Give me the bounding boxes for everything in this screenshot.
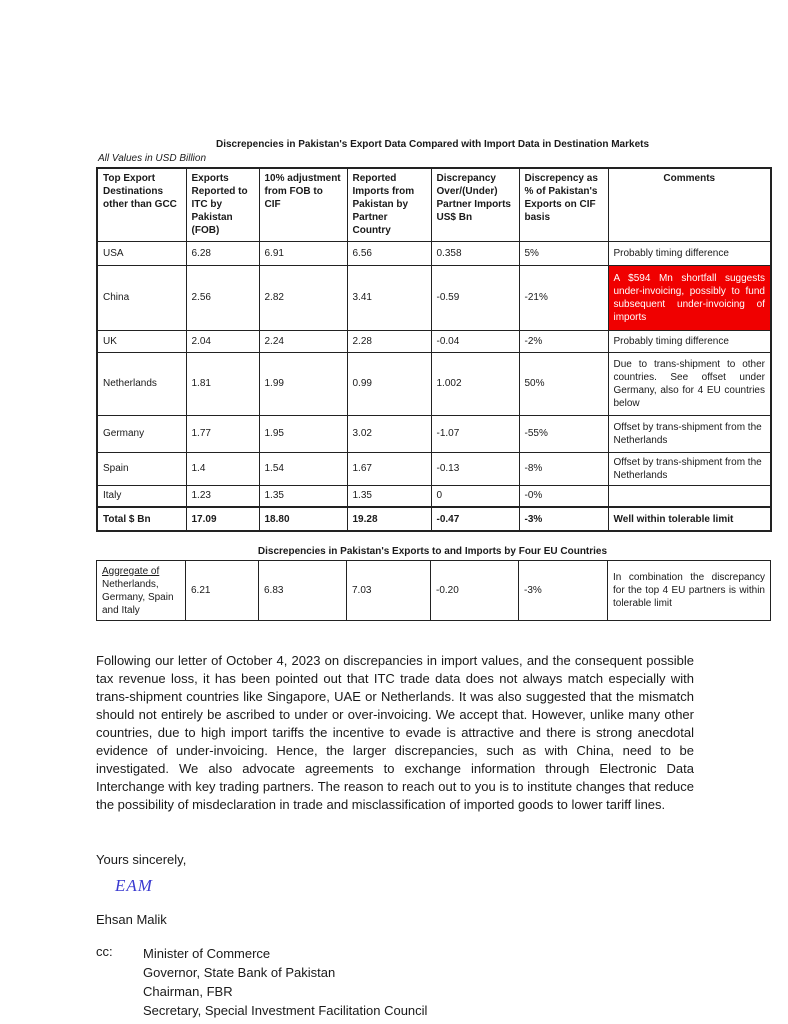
table-cell: 1.35	[259, 485, 347, 507]
table-cell: 0.99	[347, 352, 431, 415]
table-cell: 2.56	[186, 265, 259, 330]
total-cell: 18.80	[259, 507, 347, 531]
table-cell: -3%	[519, 561, 608, 621]
aggregate-label-underlined: Aggregate of	[102, 565, 160, 577]
table-row	[97, 352, 771, 415]
table-cell: 7.03	[347, 561, 431, 621]
signer-name: Ehsan Malik	[96, 912, 167, 927]
table-row	[97, 415, 771, 452]
table-cell: 1.35	[347, 485, 431, 507]
eu-aggregate-table	[96, 560, 771, 621]
table-cell: 2.82	[259, 265, 347, 330]
table-cell: Germany	[97, 415, 186, 452]
comment-cell	[608, 485, 771, 507]
comment-cell: Due to trans-shipment to other countries. See offset under Germany, also for 4 EU countries below	[608, 352, 771, 415]
header-cell: Discrepancy Over/(Under) Partner Imports US$ Bn	[431, 168, 519, 241]
table-cell: 1.99	[259, 352, 347, 415]
header-cell: Discrepency as % of Pakistan's Exports on CIF basis	[519, 168, 608, 241]
table-row	[97, 330, 771, 352]
table-cell: -21%	[519, 265, 608, 330]
cc-label: cc:	[96, 944, 113, 959]
table-row	[97, 561, 771, 621]
table-cell: Italy	[97, 485, 186, 507]
table-cell: 5%	[519, 241, 608, 265]
table-cell: -0.20	[431, 561, 519, 621]
comment-cell: Probably timing difference	[608, 330, 771, 352]
table-cell: 6.56	[347, 241, 431, 265]
table1-header-row	[97, 168, 771, 241]
table-cell: 3.02	[347, 415, 431, 452]
table-row	[97, 265, 771, 330]
closing: Yours sincerely,	[96, 852, 187, 867]
highlighted-comment-cell: A $594 Mn shortfall suggests under-invoicing, possibly to fund subsequent under-invoicing of imports	[608, 265, 771, 330]
table1-title: Discrepencies in Pakistan's Export Data Compared with Import Data in Destination Markets	[215, 139, 650, 150]
table-cell: 1.67	[347, 452, 431, 485]
table-cell: -0.59	[431, 265, 519, 330]
header-cell: 10% adjustment from FOB to CIF	[259, 168, 347, 241]
table-cell: -1.07	[431, 415, 519, 452]
table-cell: 2.04	[186, 330, 259, 352]
table-row	[97, 485, 771, 507]
cc-item: Secretary, Special Investment Facilitation Council	[143, 1003, 428, 1018]
table-cell: -0.13	[431, 452, 519, 485]
cc-item: Minister of Commerce	[143, 946, 271, 961]
comment-cell: Probably timing difference	[608, 241, 771, 265]
cc-item: Chairman, FBR	[143, 984, 233, 999]
total-cell: Total $ Bn	[97, 507, 186, 531]
table-cell: 1.95	[259, 415, 347, 452]
cc-list	[143, 944, 427, 1020]
table-cell: 2.28	[347, 330, 431, 352]
units-note: All Values in USD Billion	[98, 153, 207, 164]
table-cell: 1.002	[431, 352, 519, 415]
header-cell: Reported Imports from Pakistan by Partner Country	[347, 168, 431, 241]
comment-cell: In combination the discrepancy for the top 4 EU partners is within tolerable limit	[608, 561, 771, 621]
table-cell: 6.21	[186, 561, 259, 621]
total-row	[97, 507, 771, 531]
table-cell: 6.28	[186, 241, 259, 265]
export-discrepancy-table	[96, 167, 772, 532]
aggregate-label-rest: Netherlands, Germany, Spain and Italy	[102, 578, 174, 616]
table-cell: Spain	[97, 452, 186, 485]
signature: EAM	[115, 876, 153, 895]
table-cell: 6.91	[259, 241, 347, 265]
aggregate-label-cell	[97, 561, 186, 621]
table-cell: USA	[97, 241, 186, 265]
cc-item: Governor, State Bank of Pakistan	[143, 965, 336, 980]
table-cell: 1.4	[186, 452, 259, 485]
table-cell: 0.358	[431, 241, 519, 265]
table-row	[97, 241, 771, 265]
table-cell: 2.24	[259, 330, 347, 352]
table-row	[97, 452, 771, 485]
table-cell: 50%	[519, 352, 608, 415]
table-cell: 3.41	[347, 265, 431, 330]
table-cell: -0%	[519, 485, 608, 507]
table-cell: UK	[97, 330, 186, 352]
table-cell: 1.81	[186, 352, 259, 415]
header-cell: Top Export Destinations other than GCC	[97, 168, 186, 241]
table-cell: Netherlands	[97, 352, 186, 415]
table-cell: 1.23	[186, 485, 259, 507]
table-cell: 1.77	[186, 415, 259, 452]
header-cell: Comments	[608, 168, 771, 241]
comment-cell: Offset by trans-shipment from the Netherlands	[608, 415, 771, 452]
total-cell: 19.28	[347, 507, 431, 531]
total-comment-cell: Well within tolerable limit	[608, 507, 771, 531]
table-cell: 1.54	[259, 452, 347, 485]
total-cell: -0.47	[431, 507, 519, 531]
table-cell: -8%	[519, 452, 608, 485]
table-cell: 0	[431, 485, 519, 507]
table-cell: -2%	[519, 330, 608, 352]
total-cell: 17.09	[186, 507, 259, 531]
total-cell: -3%	[519, 507, 608, 531]
header-cell: Exports Reported to ITC by Pakistan (FOB)	[186, 168, 259, 241]
table2-title: Discrepencies in Pakistan's Exports to and Imports by Four EU Countries	[257, 546, 608, 557]
comment-cell: Offset by trans-shipment from the Netherlands	[608, 452, 771, 485]
table-cell: China	[97, 265, 186, 330]
table-cell: 6.83	[259, 561, 347, 621]
letter-body: Following our letter of October 4, 2023 on discrepancies in import values, and the consequent possible tax revenue loss, it has been pointed out that ITC trade data does not always match especially with trans-shipment countries like Singapore, UAE or Netherlands. It was also suggested that the mismatch should not entirely be ascribed to under or over-invoicing. We accept that. However, unlike many other countries, due to high import tariffs the incentive to evade is attractive and there is strong anecdotal evidence of under-invoicing. Hence, the larger discrepancies, such as with China, need to be investigated. We also advocate agreements to exchange information through Electronic Data Interchange with key trading partners. The reason to reach out to you is to institute changes that reduce the possibility of misdeclaration in trade and misclassification of imported goods to lower tariff lines.	[96, 653, 694, 812]
table-cell: -0.04	[431, 330, 519, 352]
table-cell: -55%	[519, 415, 608, 452]
